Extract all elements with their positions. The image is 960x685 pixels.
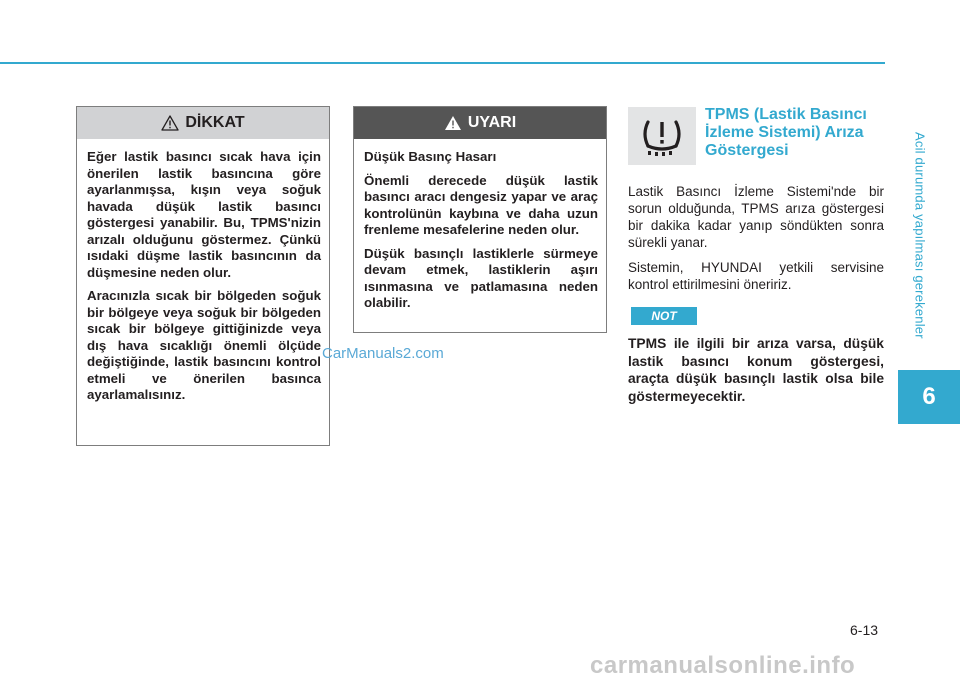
- chapter-side-label: Acil durumda yapılması gerekenler: [912, 131, 928, 339]
- warning-paragraph: Düşük basınçlı lastiklerle sürmeye devam etmek, lastiklerin aşırı ısınmasına ve patlamasına neden olabilir.: [364, 245, 598, 310]
- watermark-bottom: carmanualsonline.info: [590, 652, 856, 679]
- warning-header: [354, 107, 606, 139]
- section-body: [628, 183, 884, 301]
- warning-triangle-icon: [161, 115, 179, 131]
- warning-filled-triangle-icon: [444, 115, 462, 131]
- body-paragraph: Lastik Basıncı İzleme Sistemi'nde bir sorun olduğunda, TPMS arıza göstergesi bir dakika kadar yanıp söndükten sonra sürekli yanar.: [628, 184, 884, 250]
- warning-title: UYARI: [467, 114, 517, 131]
- note-text: TPMS ile ilgili bir arıza varsa, düşük lastik basıncı konum göstergesi, araçta düşük basınçlı lastik olsa bile göstermeyecektir.: [628, 336, 884, 404]
- watermark-middle: CarManuals2.com: [322, 345, 444, 362]
- caution-header: [77, 107, 329, 139]
- warning-body: [354, 139, 606, 312]
- caution-paragraph: Aracınızla sıcak bir bölgeden soğuk bir bölgeye veya soğuk bir bölgeden sıcak bir bölgeye gittiğinizde veya dış hava sıcaklığı önemli ölçüde değiştiğinde, lastik basıncını kontrol etmeli ve önerilen basınca ayarlamalısınız.: [87, 288, 321, 402]
- warning-paragraph: Önemli derecede düşük lastik basıncı aracı dengesiz yapar ve araç kontrolünün kaybına ve daha uzun frenleme mesafelerine neden olur.: [364, 172, 598, 237]
- caution-paragraph: Eğer lastik basıncı sıcak hava için önerilen lastik basıncına göre ayarlanmışsa, kışın veya soğuk havada düşük lastik basıncı göstergesi yanabilir. Bu, TPMS'nizin arızalı olduğunu göstermez. Çünkü ısıdaki düşme lastik basıncının da düşmesine neden olur.: [87, 149, 321, 280]
- page-number: 6-13: [850, 622, 879, 638]
- chapter-tab: [898, 370, 960, 424]
- body-paragraph: Sistemin, HYUNDAI yetkili servisine kontrol ettirilmesini öneririz.: [628, 260, 884, 292]
- caution-box: [76, 106, 330, 446]
- chapter-number: 6: [922, 383, 936, 410]
- section-title: TPMS (Lastik Basıncı İzleme Sistemi) Arıza Göstergesi: [705, 106, 867, 159]
- caution-title: DİKKAT: [185, 114, 245, 131]
- top-rule: [0, 62, 885, 64]
- warning-subtitle: Düşük Basınç Hasarı: [364, 149, 497, 164]
- warning-box: [353, 106, 607, 333]
- caution-body: [77, 139, 329, 404]
- tpms-malfunction-icon: [628, 107, 696, 165]
- note-badge: NOT: [631, 307, 697, 325]
